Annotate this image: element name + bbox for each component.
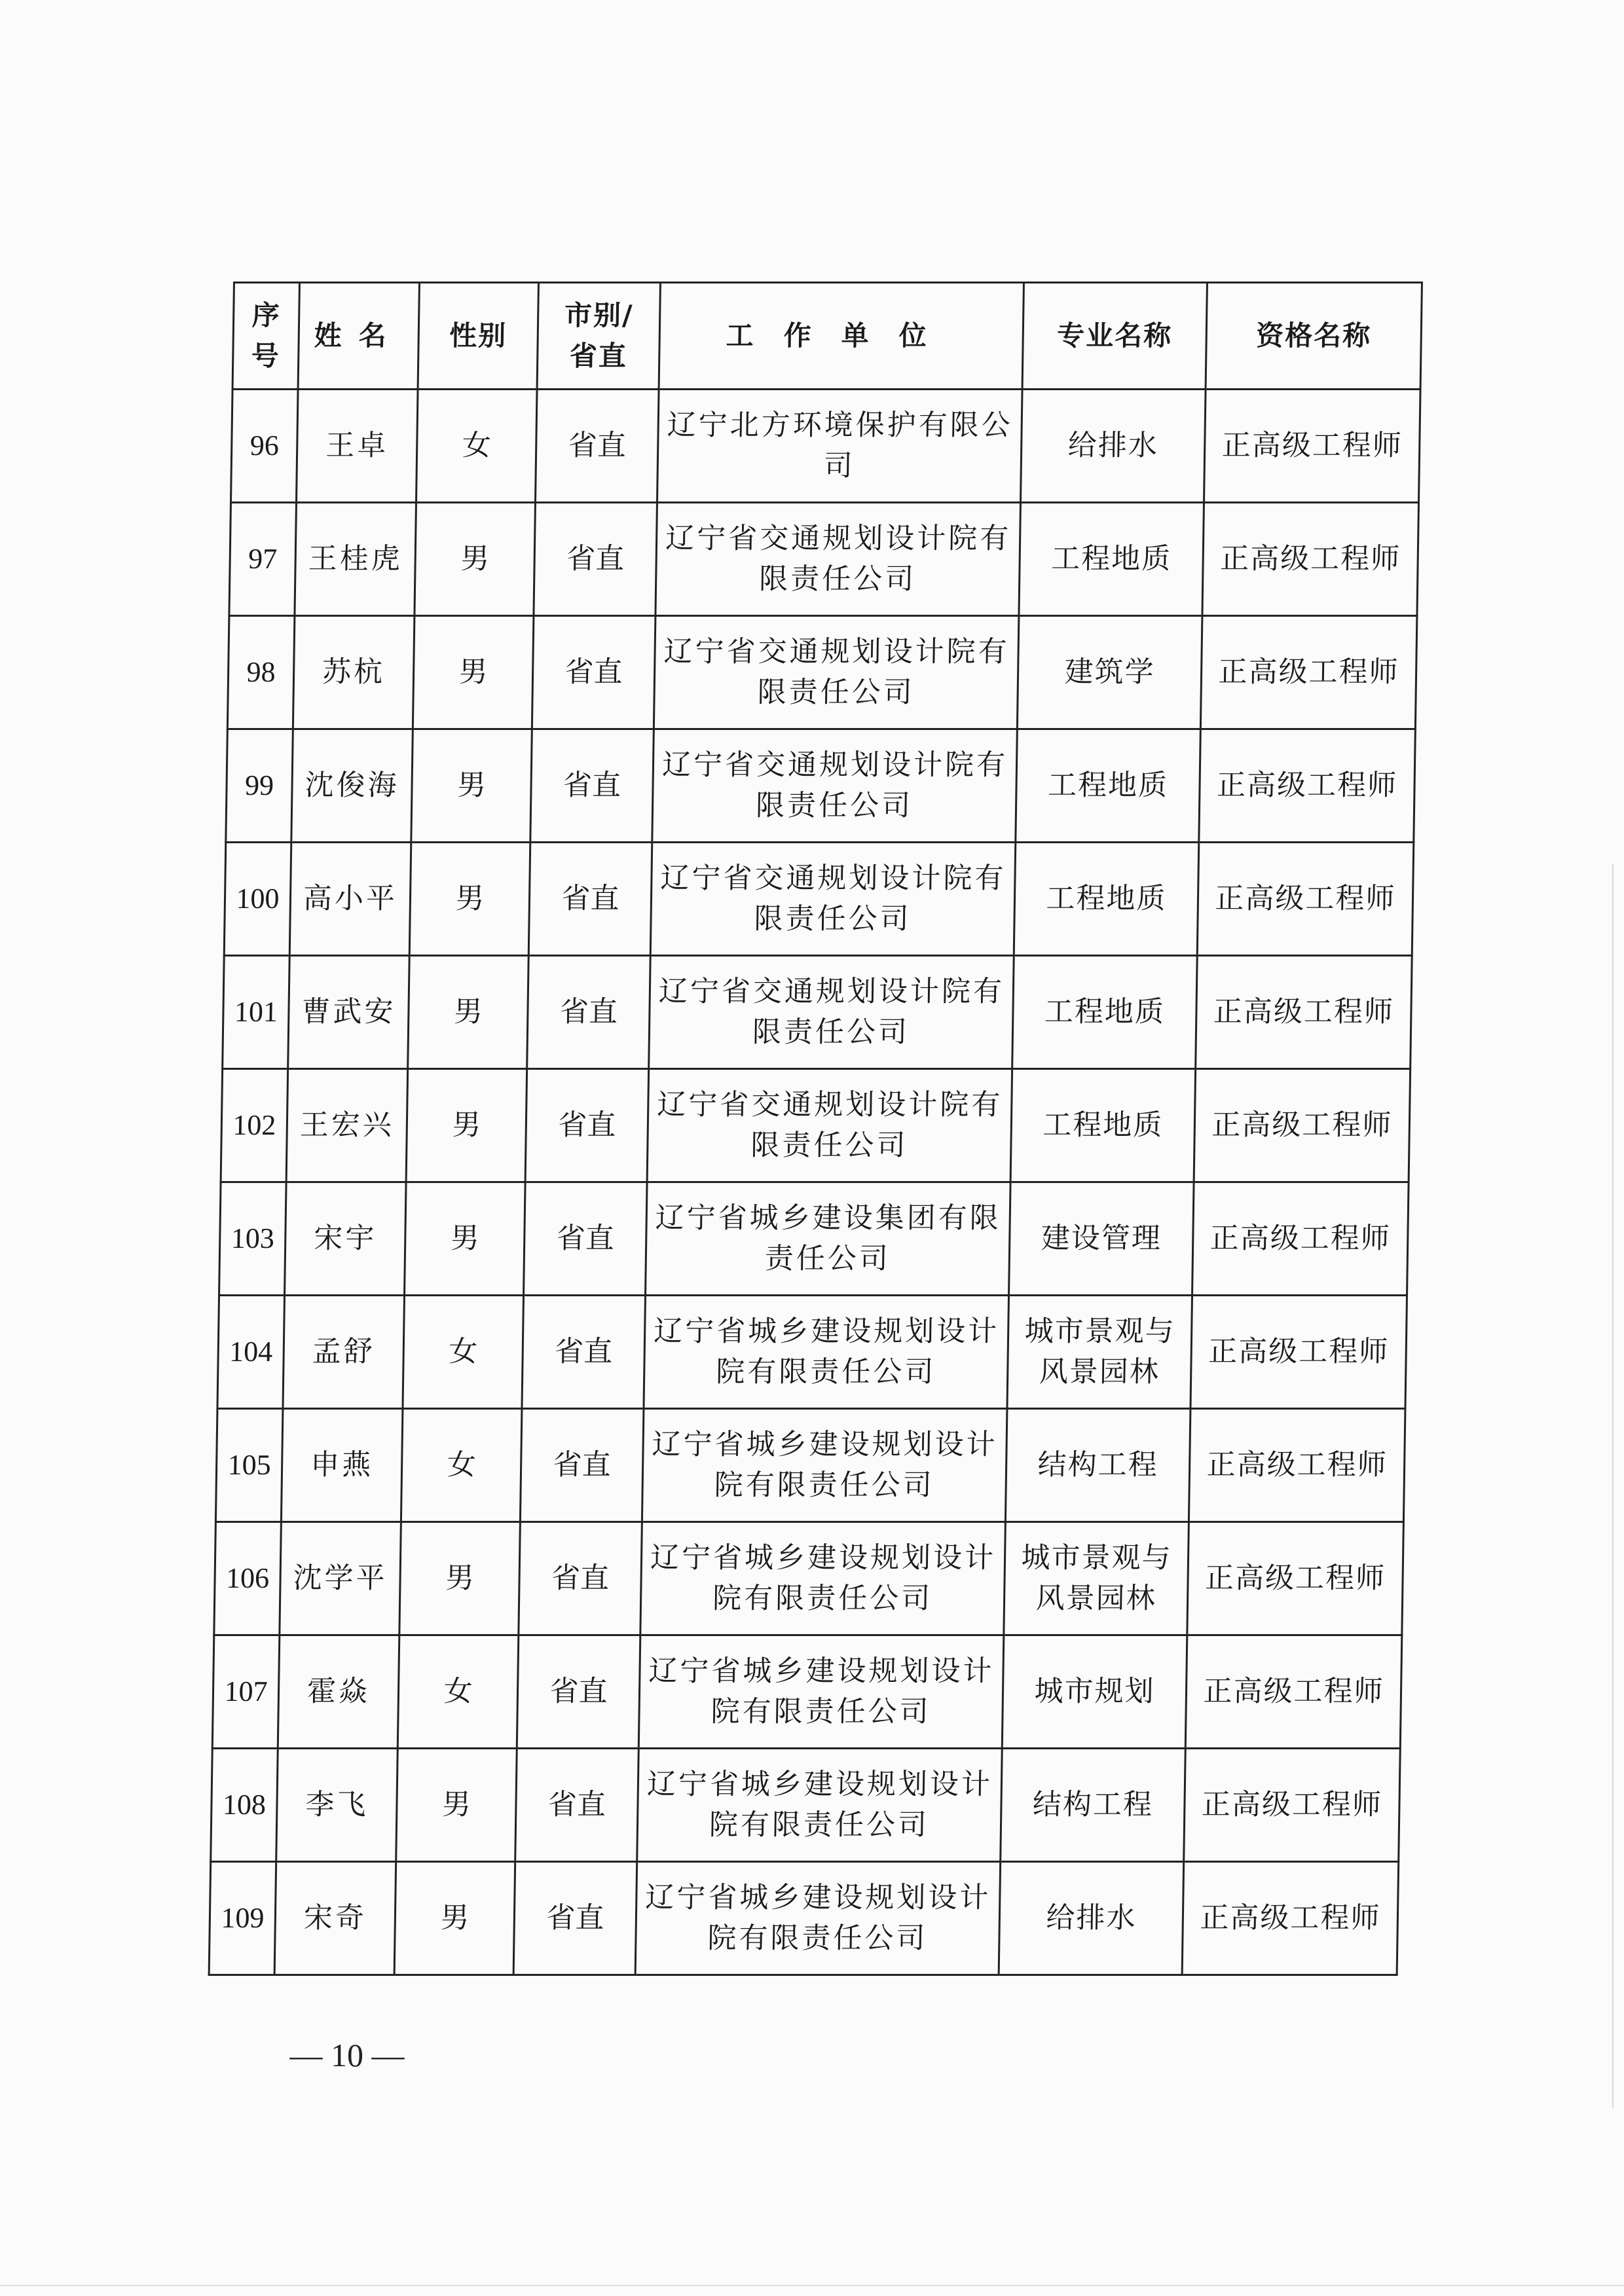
- cell-unit: 辽宁省城乡建设规划设计院有限责任公司: [637, 1749, 1003, 1862]
- cell-seq: 98: [227, 616, 295, 729]
- cell-name: 苏杭: [293, 616, 415, 729]
- cell-title: 正高级工程师: [1194, 1069, 1411, 1182]
- cell-title: 正高级工程师: [1200, 616, 1417, 729]
- cell-gender: 男: [399, 1522, 521, 1635]
- cell-region: 省直: [535, 390, 659, 503]
- table-row: [219, 1182, 1409, 1296]
- cell-name: 沈学平: [280, 1522, 401, 1635]
- table-body: [209, 390, 1420, 1975]
- header-region-text: 市别/省直: [564, 299, 634, 372]
- cell-unit: 辽宁省交通规划设计院有限责任公司: [654, 616, 1019, 729]
- cell-name: 王桂虎: [295, 503, 416, 616]
- cell-seq: 97: [229, 503, 297, 616]
- table-row: [229, 503, 1419, 616]
- cell-gender: 女: [397, 1635, 519, 1749]
- header-gender: 性别: [418, 283, 538, 390]
- cell-unit: 辽宁省交通规划设计院有限责任公司: [649, 956, 1014, 1069]
- header-name: 姓名: [298, 283, 419, 390]
- page-number: — 10 —: [289, 2037, 405, 2073]
- header-unit: 工作单位: [659, 283, 1024, 390]
- cell-major: 工程地质: [1014, 843, 1199, 956]
- table-row: [223, 956, 1412, 1069]
- cell-major: 建设管理: [1009, 1182, 1194, 1296]
- table-row: [211, 1749, 1401, 1862]
- cell-name: 曹武安: [288, 956, 410, 1069]
- table-row: [214, 1522, 1404, 1635]
- cell-gender: 男: [396, 1749, 517, 1862]
- cell-gender: 男: [394, 1862, 515, 1975]
- qualification-roster-table: [208, 282, 1423, 1976]
- cell-seq: 102: [221, 1069, 288, 1182]
- table-row: [231, 390, 1420, 503]
- cell-gender: 女: [416, 390, 537, 503]
- cell-gender: 男: [408, 956, 529, 1069]
- cell-gender: 男: [415, 503, 536, 616]
- header-seq: 序号: [232, 283, 299, 390]
- cell-name: 王宏兴: [286, 1069, 408, 1182]
- cell-seq: 108: [211, 1749, 278, 1862]
- cell-major: 结构工程: [1005, 1409, 1190, 1522]
- cell-seq: 101: [223, 956, 290, 1069]
- cell-unit: 辽宁省交通规划设计院有限责任公司: [655, 503, 1021, 616]
- cell-region: 省直: [513, 1862, 637, 1975]
- cell-gender: 男: [406, 1069, 527, 1182]
- cell-major: 给排水: [999, 1862, 1184, 1975]
- header-major: 专业名称: [1022, 283, 1207, 390]
- cell-unit: 辽宁省城乡建设规划设计院有限责任公司: [638, 1635, 1004, 1749]
- cell-region: 省直: [522, 1296, 646, 1409]
- cell-title: 正高级工程师: [1184, 1749, 1401, 1862]
- cell-major: 工程地质: [1010, 1069, 1196, 1182]
- table-row: [226, 729, 1416, 843]
- cell-title: 正高级工程师: [1196, 956, 1412, 1069]
- cell-region: 省直: [517, 1635, 640, 1749]
- cell-title: 正高级工程师: [1202, 503, 1419, 616]
- cell-seq: 106: [214, 1522, 282, 1635]
- cell-major: 工程地质: [1016, 729, 1201, 843]
- cell-major: 城市景观与风景园林: [1004, 1522, 1189, 1635]
- cell-region: 省直: [520, 1409, 644, 1522]
- cell-gender: 男: [409, 843, 530, 956]
- cell-unit: 辽宁省城乡建设集团有限责任公司: [646, 1182, 1011, 1296]
- header-region: [537, 283, 660, 390]
- cell-region: 省直: [525, 1069, 649, 1182]
- scan-edge-line-bottom: [0, 2285, 1624, 2286]
- cell-region: 省直: [532, 616, 655, 729]
- cell-title: 正高级工程师: [1187, 1522, 1404, 1635]
- table-row: [221, 1069, 1411, 1182]
- cell-major: 城市景观与风景园林: [1007, 1296, 1192, 1409]
- cell-title: 正高级工程师: [1204, 390, 1420, 503]
- cell-unit: 辽宁省交通规划设计院有限责任公司: [650, 843, 1016, 956]
- cell-region: 省直: [519, 1522, 642, 1635]
- cell-unit: 辽宁省城乡建设规划设计院有限责任公司: [640, 1522, 1006, 1635]
- cell-region: 省直: [524, 1182, 648, 1296]
- table-row: [217, 1296, 1407, 1409]
- cell-major: 给排水: [1020, 390, 1206, 503]
- cell-unit: 辽宁省城乡建设规划设计院有限责任公司: [635, 1862, 1001, 1975]
- cell-seq: 107: [212, 1635, 280, 1749]
- cell-name: 沈俊海: [291, 729, 413, 843]
- cell-major: 城市规划: [1002, 1635, 1187, 1749]
- cell-title: 正高级工程师: [1197, 843, 1414, 956]
- cell-title: 正高级工程师: [1199, 729, 1416, 843]
- cell-unit: 辽宁省交通规划设计院有限责任公司: [647, 1069, 1012, 1182]
- cell-seq: 104: [217, 1296, 285, 1409]
- cell-name: 李飞: [276, 1749, 398, 1862]
- cell-name: 孟舒: [283, 1296, 405, 1409]
- cell-title: 正高级工程师: [1185, 1635, 1402, 1749]
- cell-seq: 99: [226, 729, 293, 843]
- table-row: [209, 1862, 1399, 1975]
- cell-title: 正高级工程师: [1189, 1409, 1405, 1522]
- cell-title: 正高级工程师: [1182, 1862, 1399, 1975]
- table-row: [215, 1409, 1405, 1522]
- cell-major: 工程地质: [1019, 503, 1204, 616]
- cell-name: 王卓: [296, 390, 418, 503]
- scan-edge-line: [1612, 864, 1614, 2108]
- cell-region: 省直: [528, 843, 652, 956]
- cell-major: 建筑学: [1017, 616, 1202, 729]
- cell-gender: 男: [413, 616, 534, 729]
- cell-seq: 109: [209, 1862, 276, 1975]
- cell-unit: 辽宁省城乡建设规划设计院有限责任公司: [644, 1296, 1009, 1409]
- table-header-row: [232, 283, 1422, 390]
- cell-title: 正高级工程师: [1192, 1182, 1409, 1296]
- table-row: [212, 1635, 1402, 1749]
- cell-seq: 105: [215, 1409, 283, 1522]
- cell-title: 正高级工程师: [1190, 1296, 1407, 1409]
- header-title: 资格名称: [1206, 283, 1422, 390]
- cell-gender: 男: [411, 729, 532, 843]
- table-row: [227, 616, 1417, 729]
- cell-seq: 96: [231, 390, 298, 503]
- cell-name: 高小平: [289, 843, 411, 956]
- cell-name: 宋奇: [274, 1862, 396, 1975]
- cell-major: 结构工程: [1001, 1749, 1186, 1862]
- cell-gender: 男: [405, 1182, 526, 1296]
- cell-region: 省直: [515, 1749, 639, 1862]
- cell-name: 宋宇: [285, 1182, 407, 1296]
- table-row: [224, 843, 1414, 956]
- cell-unit: 辽宁北方环境保护有限公司: [657, 390, 1022, 503]
- cell-region: 省直: [530, 729, 654, 843]
- cell-name: 申燕: [281, 1409, 403, 1522]
- cell-seq: 103: [219, 1182, 287, 1296]
- cell-region: 省直: [534, 503, 657, 616]
- cell-major: 工程地质: [1012, 956, 1198, 1069]
- cell-name: 霍焱: [278, 1635, 399, 1749]
- cell-unit: 辽宁省城乡建设规划设计院有限责任公司: [642, 1409, 1007, 1522]
- cell-gender: 女: [403, 1296, 524, 1409]
- cell-unit: 辽宁省交通规划设计院有限责任公司: [652, 729, 1018, 843]
- cell-region: 省直: [527, 956, 651, 1069]
- cell-seq: 100: [224, 843, 291, 956]
- cell-gender: 女: [401, 1409, 522, 1522]
